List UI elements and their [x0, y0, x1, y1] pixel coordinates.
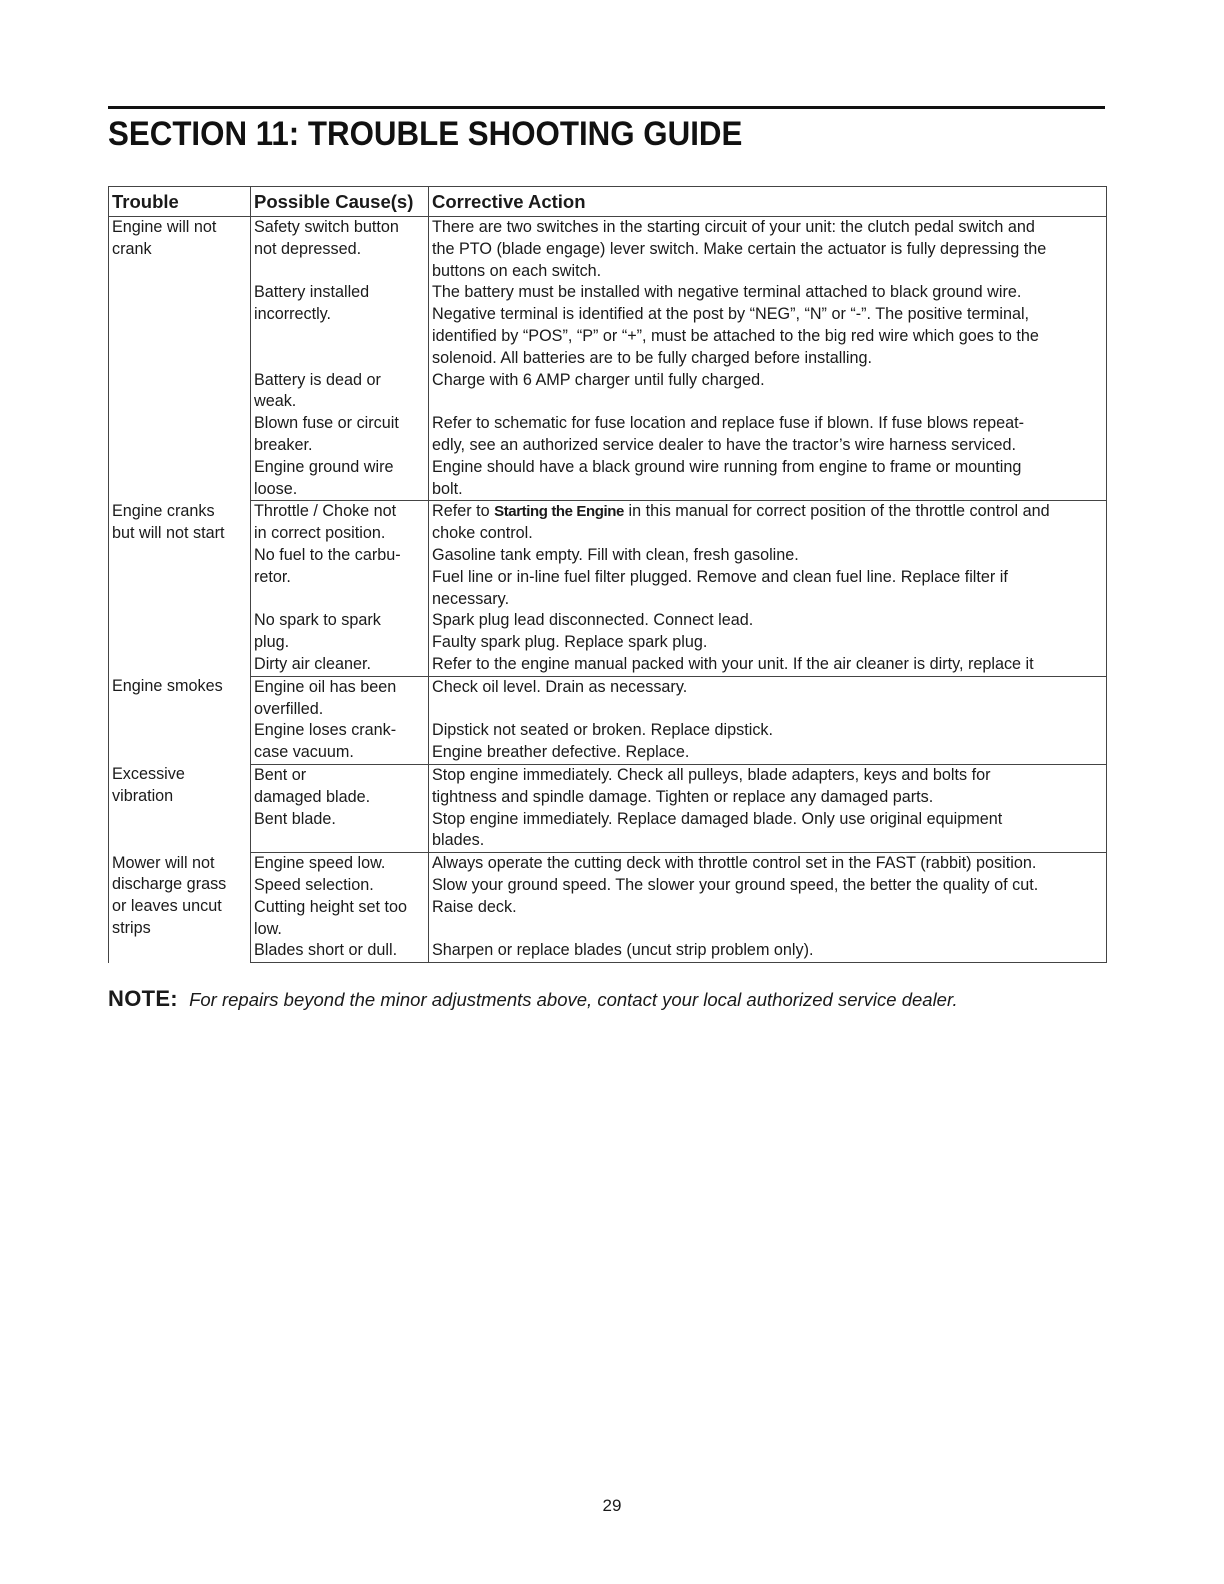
- cause-line: case vacuum.: [254, 743, 354, 762]
- table-row: [109, 676, 1107, 720]
- cause-line: plug.: [254, 633, 290, 652]
- action-line: Fuel line or in-line fuel filter plugged. Remove and clean fuel line. Replace filter if: [432, 567, 1008, 586]
- table-row: [109, 501, 1107, 545]
- action-line: Refer to schematic for fuse location and replace fuse if blown. If fuse blows repeat-: [432, 414, 1025, 433]
- section-title: SECTION 11: TROUBLE SHOOTING GUIDE: [108, 115, 743, 153]
- cause-cell: [251, 545, 429, 610]
- action-cell: [429, 545, 1107, 610]
- action-cell: [429, 809, 1107, 853]
- trouble-line: Engine will not: [112, 218, 217, 236]
- cause-line: not depressed.: [254, 239, 362, 258]
- cause-line: Bent blade.: [254, 809, 336, 828]
- action-line: Spark plug lead disconnected. Connect lead.: [432, 611, 754, 630]
- action-cell: [429, 654, 1107, 676]
- trouble-line: vibration: [112, 787, 174, 806]
- action-line: Gasoline tank empty. Fill with clean, fresh gasoline.: [432, 545, 799, 564]
- trouble-line: Excessive: [112, 765, 185, 784]
- header-trouble: Trouble: [109, 187, 251, 217]
- action-line: The battery must be installed with negative terminal attached to black ground wire.: [432, 283, 1022, 302]
- trouble-cell: [109, 676, 251, 764]
- action-line: Stop engine immediately. Check all pulleys, blade adapters, keys and bolts for: [432, 765, 991, 784]
- cause-line: Engine ground wire: [254, 457, 394, 476]
- table-row: [109, 897, 1107, 941]
- cause-line: Dirty air cleaner.: [254, 654, 371, 673]
- action-line: Faulty spark plug. Replace spark plug.: [432, 633, 708, 652]
- action-line: Stop engine immediately. Replace damaged blade. Only use original equipment: [432, 809, 1003, 828]
- action-line: Dipstick not seated or broken. Replace dipstick.: [432, 721, 774, 740]
- action-line: bolt.: [432, 479, 463, 498]
- cause-cell: [251, 217, 429, 283]
- cause-line: retor.: [254, 567, 291, 586]
- cause-line: Engine speed low.: [254, 854, 386, 873]
- cause-line: No fuel to the carbu-: [254, 545, 401, 564]
- action-line: [432, 501, 1103, 523]
- trouble-cell: [109, 501, 251, 676]
- table-row: [109, 875, 1107, 897]
- cause-line: in correct position.: [254, 524, 386, 543]
- troubleshooting-table: [108, 186, 1107, 963]
- cause-line: damaged blade.: [254, 787, 371, 806]
- action-cell: [429, 457, 1107, 501]
- trouble-line: Engine cranks: [112, 501, 215, 520]
- cause-line: Engine loses crank-: [254, 721, 397, 740]
- cause-line: Battery is dead or: [254, 370, 381, 389]
- cause-line: No spark to spark: [254, 611, 381, 630]
- action-text: in this manual for correct position of the throttle control and: [624, 502, 1050, 521]
- top-rule: [108, 106, 1105, 109]
- cause-line: Cutting height set too: [254, 897, 407, 916]
- action-cell: [429, 720, 1107, 764]
- action-line: identified by “POS”, “P” or “+”, must be attached to the big red wire which goes to the: [432, 326, 1039, 345]
- trouble-line: discharge grass: [112, 875, 227, 894]
- cause-cell: [251, 875, 429, 897]
- action-cell: [429, 940, 1107, 962]
- cause-line: incorrectly.: [254, 305, 332, 324]
- cause-cell: [251, 676, 429, 720]
- action-line: Charge with 6 AMP charger until fully charged.: [432, 370, 765, 389]
- cause-line: Engine oil has been: [254, 677, 397, 696]
- table-row: [109, 940, 1107, 962]
- table-row: [109, 370, 1107, 414]
- trouble-line: but will not start: [112, 523, 225, 542]
- header-possible-causes: Possible Cause(s): [251, 187, 429, 217]
- action-line: solenoid. All batteries are to be fully charged before installing.: [432, 348, 873, 367]
- cause-line: Battery installed: [254, 283, 370, 302]
- action-text: Refer to: [432, 502, 495, 521]
- page-number: 29: [602, 1496, 622, 1515]
- action-cell: [429, 501, 1107, 545]
- table-row: [109, 217, 1107, 283]
- action-line: Raise deck.: [432, 897, 517, 916]
- action-line: buttons on each switch.: [432, 261, 602, 280]
- cause-line: weak.: [254, 392, 297, 411]
- trouble-cell: [109, 764, 251, 852]
- action-line: Sharpen or replace blades (uncut strip problem only).: [432, 941, 814, 960]
- action-line: Engine should have a black ground wire running from engine to frame or mounting: [432, 457, 1022, 476]
- cause-line: Throttle / Choke not: [254, 502, 397, 521]
- trouble-line: Mower will not: [112, 853, 215, 872]
- action-line: Check oil level. Drain as necessary.: [432, 677, 688, 696]
- table-row: [109, 654, 1107, 676]
- table-row: [109, 282, 1107, 369]
- trouble-line: Engine smokes: [112, 677, 223, 696]
- action-line: choke control.: [432, 524, 533, 543]
- trouble-line: crank: [112, 239, 152, 258]
- cause-cell: [251, 853, 429, 875]
- table-row: [109, 457, 1107, 501]
- action-line: There are two switches in the starting circuit of your unit: the clutch pedal switch and: [432, 218, 1035, 236]
- cause-cell: [251, 413, 429, 457]
- cause-cell: [251, 720, 429, 764]
- action-line: blades.: [432, 831, 485, 850]
- trouble-line: or leaves uncut: [112, 897, 222, 916]
- cause-cell: [251, 282, 429, 369]
- cause-cell: [251, 654, 429, 676]
- action-line: necessary.: [432, 589, 510, 608]
- action-cell: [429, 370, 1107, 414]
- action-line: Negative terminal is identified at the post by “NEG”, “N” or “-”. The positive terminal,: [432, 305, 1030, 324]
- action-cell: [429, 676, 1107, 720]
- cause-cell: [251, 457, 429, 501]
- action-cell: [429, 875, 1107, 897]
- table-row: [109, 413, 1107, 457]
- cause-line: breaker.: [254, 435, 313, 454]
- action-line: edly, see an authorized service dealer to have the tractor’s wire harness serviced.: [432, 435, 1016, 454]
- cause-line: Safety switch button: [254, 218, 399, 236]
- note-label: NOTE:: [108, 986, 178, 1011]
- table-row: [109, 610, 1107, 654]
- cause-line: Blown fuse or circuit: [254, 414, 399, 433]
- action-cell: [429, 610, 1107, 654]
- action-cell: [429, 282, 1107, 369]
- cause-cell: [251, 897, 429, 941]
- table-row: [109, 853, 1107, 875]
- trouble-cell: [109, 217, 251, 501]
- table-header-row: [109, 187, 1107, 217]
- action-line: Always operate the cutting deck with throttle control set in the FAST (rabbit) position.: [432, 854, 1037, 873]
- action-cell: [429, 764, 1107, 808]
- cause-cell: [251, 809, 429, 853]
- trouble-line: strips: [112, 919, 151, 937]
- action-line: tightness and spindle damage. Tighten or replace any damaged parts.: [432, 787, 934, 806]
- cause-line: Blades short or dull.: [254, 941, 398, 960]
- cause-cell: [251, 610, 429, 654]
- action-line: the PTO (blade engage) lever switch. Make certain the actuator is fully depressing the: [432, 239, 1047, 258]
- action-cell: [429, 853, 1107, 875]
- table-row: [109, 764, 1107, 808]
- cause-cell: [251, 501, 429, 545]
- cause-line: low.: [254, 919, 282, 938]
- trouble-cell: [109, 853, 251, 963]
- table-row: [109, 545, 1107, 610]
- manual-section-reference: Starting the Engine: [494, 503, 624, 521]
- cause-line: overfilled.: [254, 699, 324, 718]
- table-row: [109, 809, 1107, 853]
- table-row: [109, 720, 1107, 764]
- action-line: Slow your ground speed. The slower your ground speed, the better the quality of cut.: [432, 875, 1039, 894]
- cause-cell: [251, 764, 429, 808]
- cause-cell: [251, 940, 429, 962]
- action-cell: [429, 897, 1107, 941]
- header-corrective-action: Corrective Action: [429, 187, 1107, 217]
- cause-cell: [251, 370, 429, 414]
- action-cell: [429, 217, 1107, 283]
- cause-line: loose.: [254, 479, 298, 498]
- action-line: Engine breather defective. Replace.: [432, 743, 690, 762]
- cause-line: Bent or: [254, 765, 307, 784]
- cause-line: Speed selection.: [254, 875, 374, 894]
- action-cell: [429, 413, 1107, 457]
- action-line: Refer to the engine manual packed with your unit. If the air cleaner is dirty, replace it: [432, 654, 1034, 673]
- note-text: For repairs beyond the minor adjustments above, contact your local authorized service dealer.: [189, 989, 958, 1010]
- note: [108, 986, 958, 1012]
